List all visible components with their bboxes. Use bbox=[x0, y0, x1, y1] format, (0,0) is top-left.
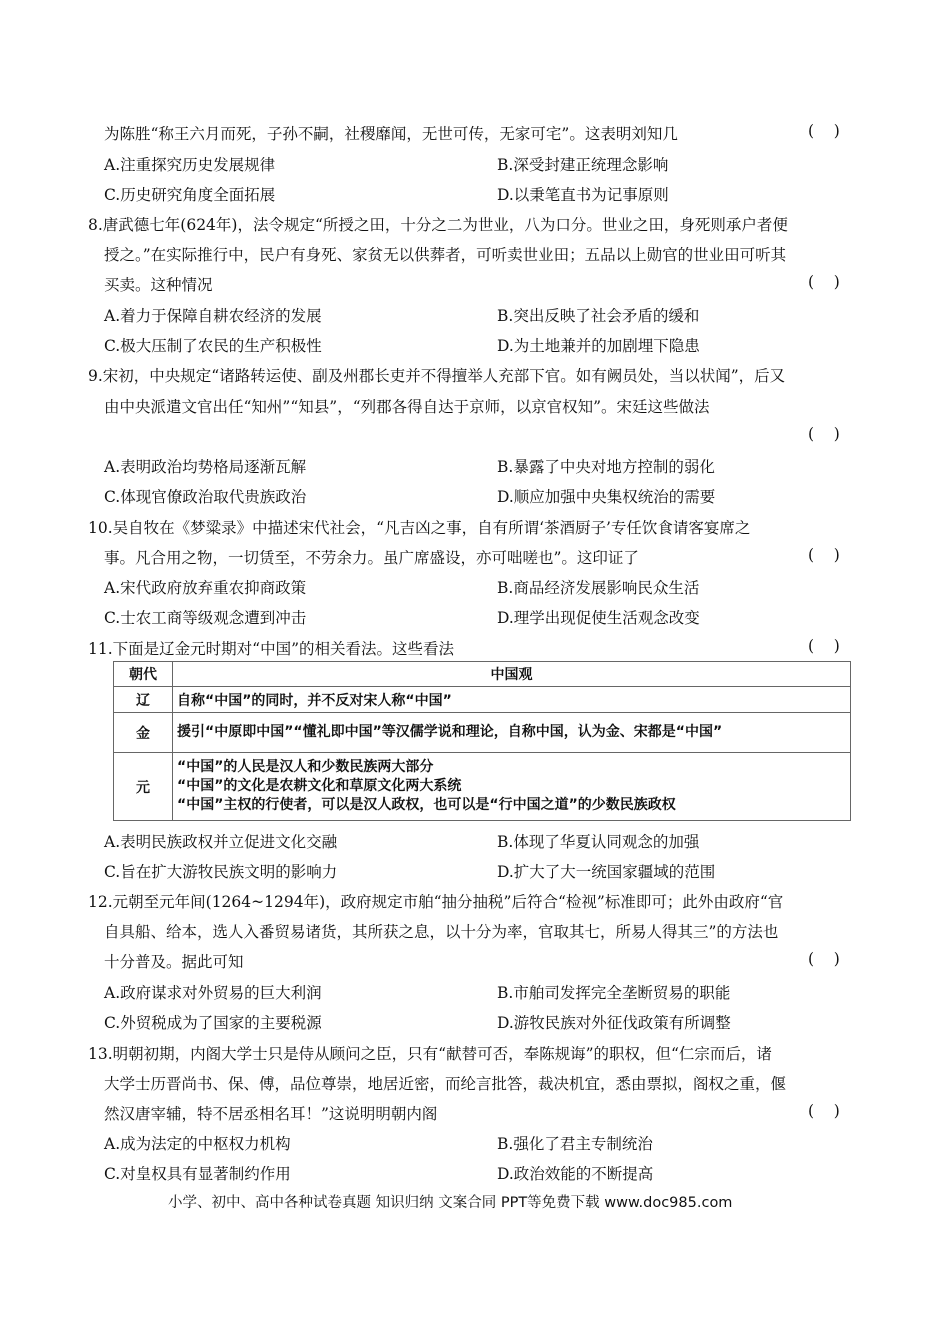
q12-option-d: D.游牧民族对外征伐政策有所调整 bbox=[497, 1014, 731, 1032]
q12-answer-bracket: ( ) bbox=[808, 950, 840, 968]
q11-option-c: C.旨在扩大游牧民族文明的影响力 bbox=[104, 863, 338, 881]
table-row bbox=[114, 753, 851, 821]
q11-option-d: D.扩大了大一统国家疆域的范围 bbox=[497, 863, 716, 881]
q10-option-a: A.宋代政府放弃重农抑商政策 bbox=[104, 579, 307, 597]
table-cell-line: “中国”的文化是农耕文化和草原文化两大系统 bbox=[177, 778, 462, 794]
q13-stem-line-1: 13.明朝初期，内阁大学士只是侍从顾问之臣，只有“献替可否，奉陈规诲”的职权，但“仁宗而后，诸 bbox=[88, 1045, 772, 1063]
q8-answer-bracket: ( ) bbox=[808, 273, 840, 291]
table-row bbox=[114, 713, 851, 753]
q13-option-b: B.强化了君主专制统治 bbox=[497, 1135, 653, 1153]
q7-option-d: D.以秉笔直书为记事原则 bbox=[497, 186, 669, 204]
q10-option-b: B.商品经济发展影响民众生活 bbox=[497, 579, 700, 597]
q8-option-a: A.着力于保障自耕农经济的发展 bbox=[104, 307, 322, 325]
page-footer: 小学、初中、高中各种试卷真题 知识归纳 文案合同 PPT等免费下载 www.doc985.com bbox=[168, 1195, 733, 1211]
q9-option-a: A.表明政治均势格局逐渐瓦解 bbox=[104, 458, 307, 476]
q10-option-d: D.理学出现促使生活观念改变 bbox=[497, 609, 700, 627]
table-cell-era: 元 bbox=[114, 753, 173, 821]
q11-answer-bracket: ( ) bbox=[808, 637, 840, 655]
table-cell-view: 自称“中国”的同时，并不反对宋人称“中国” bbox=[173, 687, 851, 713]
q12-stem-line-3: 十分普及。据此可知 bbox=[104, 953, 244, 971]
table-header-row bbox=[114, 662, 851, 687]
q10-option-c: C.士农工商等级观念遭到冲击 bbox=[104, 609, 307, 627]
table-cell-view: 援引“中原即中国”“懂礼即中国”等汉儒学说和理论，自称中国，认为金、宋都是“中国” bbox=[173, 713, 851, 753]
china-view-table bbox=[113, 661, 851, 821]
q12-option-c: C.外贸税成为了国家的主要税源 bbox=[104, 1014, 322, 1032]
q12-stem-line-1: 12.元朝至元年间(1264~1294年)，政府规定市舶“抽分抽税”后符合“检视”标准即可；此外由政府“官 bbox=[88, 893, 784, 911]
q13-option-d: D.政治效能的不断提高 bbox=[497, 1165, 654, 1183]
table-header-view: 中国观 bbox=[173, 662, 851, 687]
q8-stem-line-2: 授之。”在实际推行中，民户有身死、家贫无以供葬者，可听卖世业田；五品以上勋官的世业田可听其 bbox=[104, 246, 787, 264]
q12-option-a: A.政府谋求对外贸易的巨大利润 bbox=[104, 984, 322, 1002]
q13-stem-line-3: 然汉唐宰辅，特不居丞相名耳！”这说明明朝内阁 bbox=[104, 1105, 438, 1123]
q11-option-b: B.体现了华夏认同观念的加强 bbox=[497, 833, 700, 851]
q9-answer-bracket: ( ) bbox=[808, 425, 840, 443]
q9-option-b: B.暴露了中央对地方控制的弱化 bbox=[497, 458, 715, 476]
table-row bbox=[114, 687, 851, 713]
q7-stem: 为陈胜“称王六月而死，子孙不嗣，社稷靡闻，无世可传，无家可宅”。这表明刘知几 bbox=[104, 125, 678, 143]
q9-option-d: D.顺应加强中央集权统治的需要 bbox=[497, 488, 716, 506]
q9-option-c: C.体现官僚政治取代贵族政治 bbox=[104, 488, 307, 506]
q13-answer-bracket: ( ) bbox=[808, 1102, 840, 1120]
table-cell-line: “中国”的人民是汉人和少数民族两大部分 bbox=[177, 759, 434, 775]
q7-option-c: C.历史研究角度全面拓展 bbox=[104, 186, 276, 204]
q7-option-a: A.注重探究历史发展规律 bbox=[104, 156, 276, 174]
q12-option-b: B.市舶司发挥完全垄断贸易的职能 bbox=[497, 984, 731, 1002]
table-cell-era: 辽 bbox=[114, 687, 173, 713]
q8-option-b: B.突出反映了社会矛盾的缓和 bbox=[497, 307, 700, 325]
q11-option-a: A.表明民族政权并立促进文化交融 bbox=[104, 833, 338, 851]
q8-stem-line-1: 8.唐武德七年(624年)，法令规定“所授之田，十分之二为世业，八为口分。世业之田，身死则承户者便 bbox=[88, 216, 788, 234]
q10-stem-line-2: 事。凡合用之物，一切赁至，不劳余力。虽广席盛设，亦可咄嗟也”。这印证了 bbox=[104, 549, 639, 567]
q13-option-a: A.成为法定的中枢权力机构 bbox=[104, 1135, 291, 1153]
q13-stem-line-2: 大学士历晋尚书、保、傅，品位尊崇，地居近密，而纶言批答，裁决机宜，悉由票拟，阁权之重，偃 bbox=[104, 1075, 787, 1093]
q7-option-b: B.深受封建正统理念影响 bbox=[497, 156, 669, 174]
q9-stem-line-1: 9.宋初，中央规定“诸路转运使、副及州郡长吏并不得擅举人充部下官。如有阙员处，当以状闻”，后又 bbox=[88, 367, 786, 385]
table-header-era: 朝代 bbox=[114, 662, 173, 687]
q9-stem-line-2: 由中央派遣文官出任“知州”“知县”，“列郡各得自达于京师，以京官权知”。宋廷这些做法 bbox=[104, 398, 710, 416]
table-cell-view bbox=[173, 753, 851, 821]
q8-option-c: C.极大压制了农民的生产积极性 bbox=[104, 337, 322, 355]
q11-stem: 11.下面是辽金元时期对“中国”的相关看法。这些看法 bbox=[88, 640, 454, 658]
q8-option-d: D.为土地兼并的加剧埋下隐患 bbox=[497, 337, 700, 355]
q12-stem-line-2: 自具船、给本，选人入番贸易诸货，其所获之息，以十分为率，官取其七，所易人得其三”的方法也 bbox=[104, 923, 779, 941]
table-cell-era: 金 bbox=[114, 713, 173, 753]
q10-answer-bracket: ( ) bbox=[808, 546, 840, 564]
q8-stem-line-3: 买卖。这种情况 bbox=[104, 276, 213, 294]
q10-stem-line-1: 10.吴自牧在《梦粱录》中描述宋代社会，“凡吉凶之事，自有所谓‘茶酒厨子’专任饮食请客宴席之 bbox=[88, 519, 751, 537]
q7-answer-bracket: ( ) bbox=[808, 122, 840, 140]
table-cell-line: “中国”主权的行使者，可以是汉人政权，也可以是“行中国之道”的少数民族政权 bbox=[177, 797, 676, 813]
q13-option-c: C.对皇权具有显著制约作用 bbox=[104, 1165, 291, 1183]
